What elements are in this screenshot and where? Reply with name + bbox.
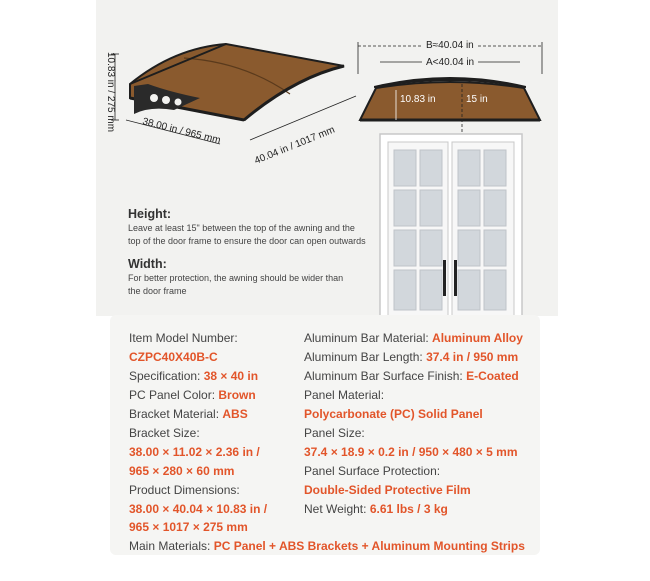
height-description-line-1: Leave at least 15" between the top of the awning and the [128,223,355,233]
bracket-size-label: Bracket Size: [129,426,200,440]
product-dimensions-label: Product Dimensions: [129,483,240,497]
aluminum-material-value: Aluminum Alloy [432,331,523,345]
aluminum-finish-row [304,369,519,383]
width-heading: Width: [128,257,167,271]
awning-product-illustration [104,36,362,176]
bracket-size-value-line-1: 38.00 × 11.02 × 2.36 in / [129,445,260,459]
width-description-line-2: the door frame [128,286,187,296]
product-dimensions-value-line-1: 38.00 × 40.04 × 10.83 in / [129,502,268,516]
pc-color-row [129,388,256,402]
height-description-line-2: top of the door frame to ensure the door can open outwards [128,236,366,246]
width-description-line-1: For better protection, the awning should be wider than [128,273,344,283]
product-dimensions-value-line-2: 965 × 1017 × 275 mm [129,520,248,534]
aluminum-length-value: 37.4 in / 950 mm [426,350,519,364]
model-number-label: Item Model Number: [129,331,238,345]
aluminum-finish-value: E-Coated [466,369,519,383]
panel-size-value: 37.4 × 18.9 × 0.2 in / 950 × 480 × 5 mm [304,445,518,459]
bracket-material-label: Bracket Material: [129,407,223,421]
panel-material-label: Panel Material: [304,388,385,402]
net-weight-label: Net Weight: [304,502,370,516]
depth-dimension-label: 38.00 in / 965 mm [141,116,222,147]
main-materials-label: Main Materials: [129,539,214,553]
bracket-material-row [129,407,248,421]
panel-protection-label: Panel Surface Protection: [304,464,441,478]
pc-color-label: PC Panel Color: [129,388,219,402]
door-installation-illustration [352,34,548,316]
specification-row [129,369,258,383]
model-number-value: CZPC40X40B-C [129,350,218,364]
height-heading: Height: [128,207,172,221]
awning-height-label: 10.83 in [400,94,436,105]
main-materials-value: PC Panel + ABS Brackets + Aluminum Mounting Strips [213,539,525,553]
panel-material-value: Polycarbonate (PC) Solid Panel [304,407,483,421]
b-width-label: B≈40.04 in [426,40,474,51]
height-dimension-label: 10.83 in / 275 mm [105,52,116,133]
panel-protection-value: Double-Sided Protective Film [304,483,471,497]
width-description [128,272,378,298]
width-dimension-label: 40.04 in / 1017 mm [253,124,337,167]
aluminum-length-label: Aluminum Bar Length: [304,350,427,364]
net-weight-row [304,502,448,516]
pc-color-value: Brown [218,388,256,402]
bracket-material-value: ABS [222,407,248,421]
main-materials-row [129,539,525,553]
aluminum-material-label: Aluminum Bar Material: [304,331,433,345]
bracket-size-value-line-2: 965 × 280 × 60 mm [129,464,235,478]
specification-value: 38 × 40 in [203,369,259,383]
aluminum-finish-label: Aluminum Bar Surface Finish: [304,369,467,383]
aluminum-length-row [304,350,518,364]
clearance-height-label: 15 in [466,94,488,105]
net-weight-value: 6.61 lbs / 3 kg [369,502,448,516]
specification-label: Specification: [129,369,204,383]
height-description [128,222,378,248]
panel-size-label: Panel Size: [304,426,365,440]
aluminum-material-row [304,331,523,345]
a-width-label: A<40.04 in [426,57,475,68]
